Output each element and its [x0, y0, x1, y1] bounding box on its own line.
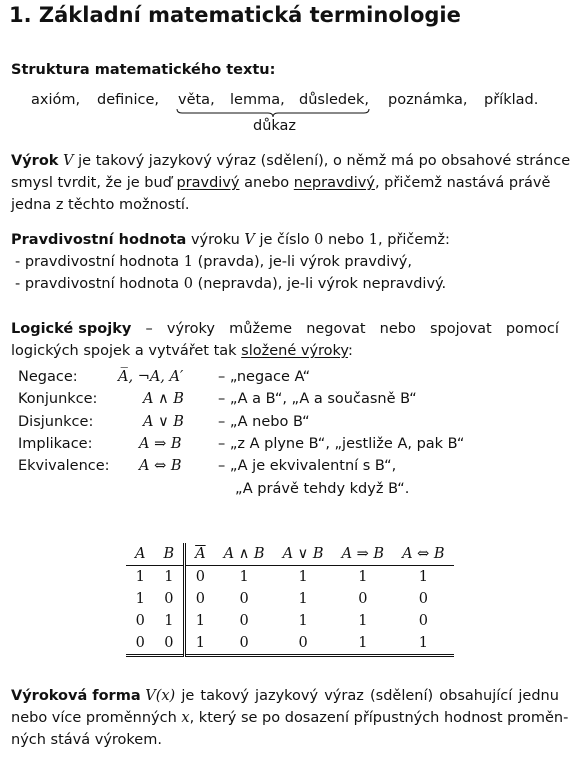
- form-term: Výroková forma: [11, 688, 141, 704]
- form-word: výraz: [324, 688, 364, 704]
- truth-value-text: nebo: [327, 232, 365, 248]
- form-word: (sdělení): [369, 688, 434, 704]
- connective-symbol: A ∧ B: [143, 391, 184, 407]
- truth-value-definition: [11, 229, 450, 295]
- table-cell: 1: [358, 635, 368, 651]
- table-cell: 1: [298, 613, 308, 629]
- connectives-word: pomocí: [505, 321, 559, 337]
- connective-symbol: A ⇒ B: [139, 436, 182, 452]
- term-true: pravdivý: [176, 175, 240, 191]
- vyrok-text: , přičemž nastává právě: [374, 175, 551, 191]
- connective-meaning-extra: „A právě tehdy když B“.: [235, 481, 410, 497]
- table-cell: 0: [195, 591, 205, 607]
- connective-name: Implikace:: [18, 436, 93, 452]
- structure-item: důsledek,: [299, 92, 370, 108]
- term-false: nepravdivý: [293, 175, 375, 191]
- table-cell: 1: [195, 635, 205, 651]
- table-cell: 0: [358, 591, 368, 607]
- structure-item: definice,: [97, 92, 159, 108]
- connective-name: Ekvivalence:: [18, 458, 110, 474]
- vyrok-term: Výrok: [11, 153, 59, 169]
- form-word: obsahující: [439, 688, 513, 704]
- list-item-text: (pravda), je-li výrok pravdivý,: [197, 254, 412, 270]
- term-compound: složené výroky: [241, 343, 348, 359]
- list-item-text: - pravdivostní hodnota: [15, 276, 180, 292]
- form-word: jednu: [518, 688, 559, 704]
- truth-value-text: je číslo: [259, 232, 310, 248]
- list-item-number: 1: [183, 254, 193, 270]
- structure-item: lemma,: [230, 92, 285, 108]
- vyrok-text: anebo: [244, 175, 290, 191]
- table-header: A: [135, 546, 146, 562]
- truth-value-one: 1: [368, 232, 378, 248]
- connective-symbol: A̅, ¬A, A′: [118, 369, 184, 385]
- table-row: [126, 588, 454, 610]
- table-cell: 0: [418, 591, 428, 607]
- table-cell: 1: [135, 591, 145, 607]
- connective-meaning: – „A a B“, „A a současně B“: [218, 391, 417, 407]
- table-cell: 1: [154, 610, 184, 632]
- table-cell: 0: [239, 591, 249, 607]
- table-cell: 1: [239, 569, 249, 585]
- table-header: A ⇒ B: [341, 546, 385, 562]
- table-cell: 0: [154, 632, 184, 656]
- vyrok-text: jedna z těchto možností.: [11, 197, 190, 213]
- table-cell: 1: [154, 566, 184, 589]
- table-cell: 1: [418, 635, 428, 651]
- table-cell: 1: [358, 613, 368, 629]
- connectives-text: logických spojek a vytvářet tak: [11, 343, 237, 359]
- table-row: [126, 610, 454, 632]
- table-cell: 0: [154, 588, 184, 610]
- connectives-word: –: [145, 321, 153, 337]
- truth-value-text: výroku: [190, 232, 240, 248]
- list-item-text: - pravdivostní hodnota: [15, 254, 180, 270]
- table-cell: 0: [239, 613, 249, 629]
- structure-item: příklad.: [484, 92, 539, 108]
- list-item-number: 0: [183, 276, 193, 292]
- table-cell: 0: [298, 635, 308, 651]
- brace-label: důkaz: [253, 118, 297, 134]
- table-cell: 0: [418, 613, 428, 629]
- connectives-intro: [11, 318, 559, 362]
- table-cell: 1: [298, 591, 308, 607]
- connectives-term: Logické spojky: [11, 321, 132, 337]
- connective-symbol: A ∨ B: [143, 414, 184, 430]
- connectives-word: negovat: [306, 321, 366, 337]
- truth-value-term: Pravdivostní hodnota: [11, 232, 187, 248]
- table-cell: 0: [239, 635, 249, 651]
- connective-meaning: – „negace A“: [218, 369, 311, 385]
- connectives-word: nebo: [379, 321, 416, 337]
- form-text: , který se po dosazení přípustných hodnost proměn-: [189, 710, 569, 726]
- table-row: [126, 566, 454, 589]
- vyrok-text: smysl tvrdit, že je buď: [11, 175, 172, 191]
- table-header: A ∨ B: [282, 546, 324, 562]
- form-var-x: x: [181, 710, 190, 726]
- table-cell: 1: [418, 569, 428, 585]
- table-cell: 1: [358, 569, 368, 585]
- truth-value-var: V: [244, 232, 255, 248]
- table-header-row: [126, 543, 454, 566]
- vyrok-text: je takový jazykový výraz (sdělení), o němž má po obsahové stránce: [78, 153, 571, 169]
- structure-item: poznámka,: [388, 92, 468, 108]
- table-cell: 0: [195, 569, 205, 585]
- page-title: 1. Základní matematická terminologie: [9, 3, 461, 27]
- connective-name: Konjunkce:: [18, 391, 98, 407]
- form-word: jazykový: [255, 688, 319, 704]
- connective-name: Negace:: [18, 369, 78, 385]
- list-item: [11, 251, 450, 273]
- connective-symbol: A ⇔ B: [139, 458, 182, 474]
- truth-table: [126, 543, 454, 657]
- form-text: ných stává výrokem.: [11, 732, 162, 748]
- structure-item: axióm,: [31, 92, 81, 108]
- structure-item: věta,: [178, 92, 215, 108]
- connective-meaning: – „A je ekvivalentní s B“,: [218, 458, 397, 474]
- table-cell: 1: [135, 569, 145, 585]
- list-item: [11, 273, 450, 295]
- connective-meaning: – „A nebo B“: [218, 414, 310, 430]
- table-header: A ∧ B: [223, 546, 265, 562]
- table-row: [126, 632, 454, 656]
- connectives-text: :: [347, 343, 353, 359]
- truth-value-zero: 0: [314, 232, 324, 248]
- form-text: nebo více proměnných: [11, 710, 177, 726]
- table-cell: 0: [135, 635, 145, 651]
- connective-meaning: – „z A plyne B“, „jestliže A, pak B“: [218, 436, 465, 452]
- form-word: je: [181, 688, 195, 704]
- form-word: takový: [200, 688, 249, 704]
- table-cell: 1: [195, 613, 205, 629]
- vyrok-var: V: [63, 153, 74, 169]
- table-header: A ⇔ B: [402, 546, 445, 562]
- connectives-word: můžeme: [229, 321, 293, 337]
- connective-name: Disjunkce:: [18, 414, 94, 430]
- structure-list: [0, 89, 586, 133]
- structure-title: Struktura matematického textu:: [11, 62, 276, 78]
- vyrok-definition: [11, 150, 571, 216]
- form-definition: [11, 685, 569, 751]
- table-cell: 0: [135, 613, 145, 629]
- form-var: V(x): [145, 688, 176, 704]
- table-header: B: [154, 543, 184, 566]
- list-item-text: (nepravda), je-li výrok nepravdivý.: [197, 276, 447, 292]
- table-header: $\overline{A}$: [195, 546, 206, 562]
- truth-value-text: , přičemž:: [378, 232, 450, 248]
- connectives-word: výroky: [166, 321, 215, 337]
- table-cell: 1: [298, 569, 308, 585]
- connectives-word: spojovat: [430, 321, 492, 337]
